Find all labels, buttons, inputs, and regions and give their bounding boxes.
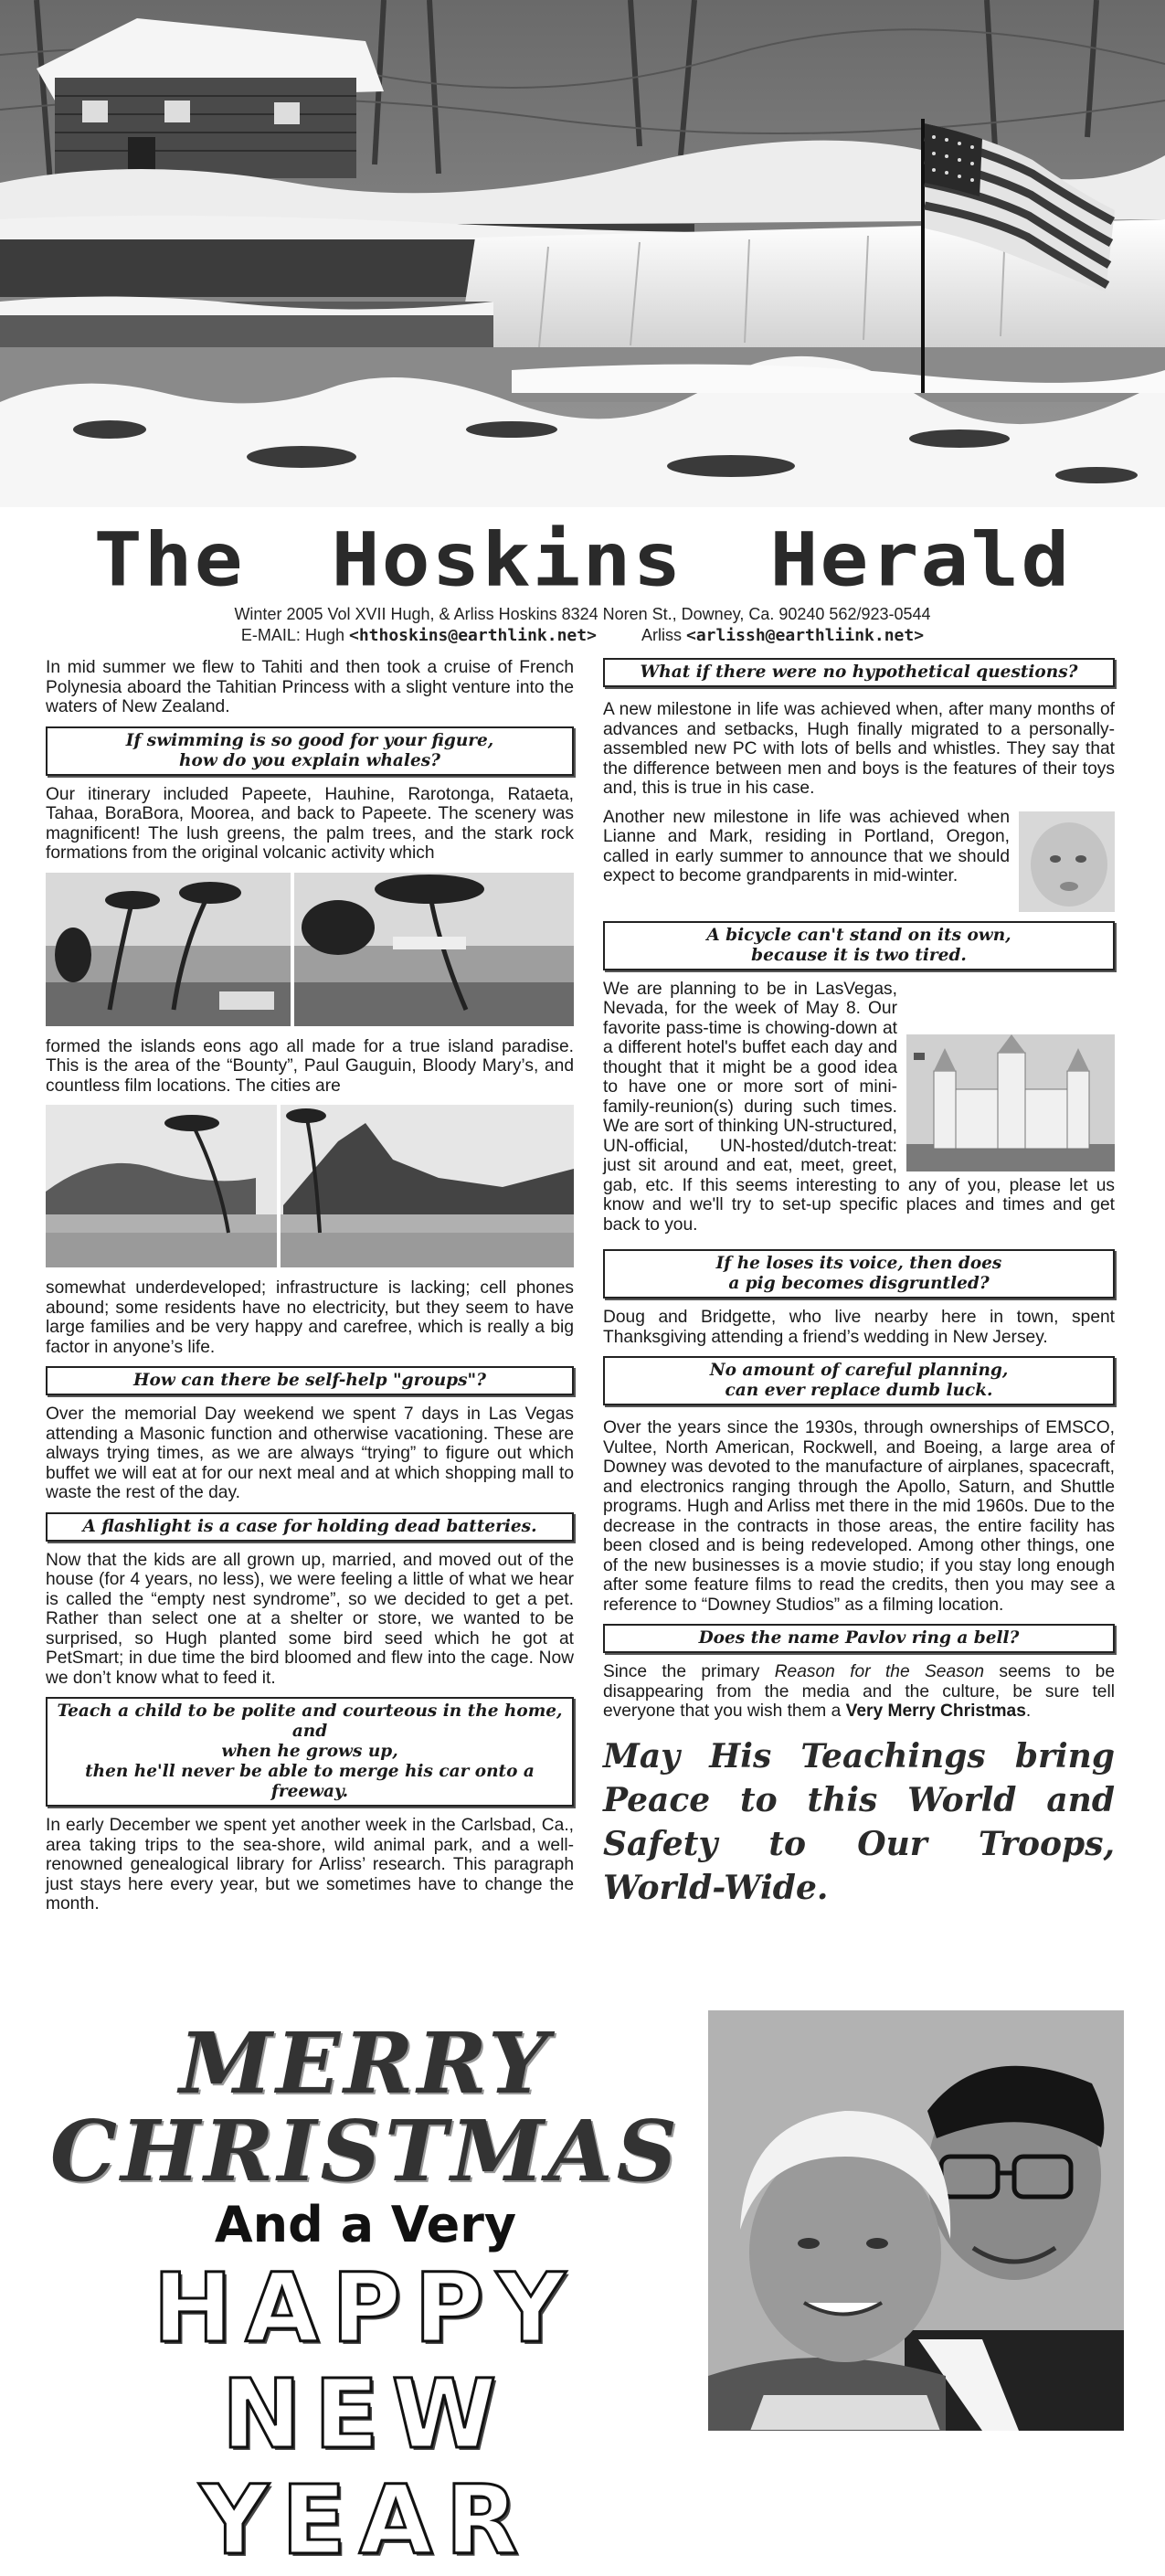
greeting-and-a-very: And a Very xyxy=(214,2196,517,2253)
quote-box-planning xyxy=(603,1356,1115,1405)
left-column xyxy=(46,658,574,1924)
email-label: E-MAIL: xyxy=(240,626,301,644)
quote-line: a pig becomes disgruntled? xyxy=(728,1274,990,1293)
infrastructure-paragraph: somewhat underdeveloped; infrastructure is lacking; cell phones abound; some residents have no electricity, but they seem to have large families and be very happy and carefree, which is really a big factor in anyone’s life. xyxy=(46,1278,574,1357)
castle-image xyxy=(906,1034,1115,1171)
quote-box-child xyxy=(46,1697,574,1807)
quote-box-hypothetical: What if there were no hypothetical questions? xyxy=(603,658,1115,687)
quote-line: If swimming is so good for your figure, xyxy=(125,730,494,750)
merry-christmas-bold: Very Merry Christmas xyxy=(845,1701,1026,1721)
quote-box-bicycle xyxy=(603,921,1115,970)
arliss-email-link[interactable]: <arlissh@earthliink.net> xyxy=(685,626,925,645)
quote-line: If he loses its voice, then does xyxy=(715,1254,1002,1273)
couple-portrait-image xyxy=(708,2010,1124,2431)
holiday-greeting xyxy=(37,2010,694,2576)
castle-photo xyxy=(906,1034,1115,1171)
arliss-label: Arliss xyxy=(641,626,682,644)
quote-box-pavlov: Does the name Pavlov ring a bell? xyxy=(603,1624,1115,1653)
greeting-happy-new-year: HAPPY NEW YEAR xyxy=(153,2253,578,2576)
hugh-and-arliss-photo xyxy=(708,2010,1124,2431)
paradise-paragraph: formed the islands eons ago all made for a true island paradise. This is the area of the “Bounty”, Paul Gauguin, Bloody Mary’s, and countless film locations. The cities are xyxy=(46,1036,574,1096)
quote-line: Teach a child to be polite and courteous in the home, and xyxy=(57,1701,563,1741)
tahiti-mountain-photo xyxy=(46,1105,574,1267)
tahiti-beach-photo xyxy=(46,873,574,1026)
quote-line: can ever replace dumb luck. xyxy=(725,1381,993,1400)
quote-line: No amount of careful planning, xyxy=(709,1361,1009,1380)
greeting-merry: MERRY xyxy=(179,2014,552,2113)
winter-scene-image xyxy=(0,0,1165,507)
las-vegas-paragraph: Over the memorial Day weekend we spent 7 days in Las Vegas attending a Masonic function and otherwise vacationing. These are always trying times, as we are always “trying” to figure out which buffet we will eat at for our next meal and at which shopping mall to waste the rest of the day. xyxy=(46,1405,574,1502)
quote-line: then he'll never be able to merge his car onto a freeway. xyxy=(85,1762,535,1801)
right-column xyxy=(603,658,1115,1910)
quote-box-whales xyxy=(46,726,574,776)
tahiti-beach-image xyxy=(46,873,574,1026)
quote-box-self-help: How can there be self-help "groups"? xyxy=(46,1366,574,1395)
downey-history-paragraph: Over the years since the 1930s, through ownerships of EMSCO, Vultee, North American, Rockwell, and Boeing, a large area of Downey was devoted to the manufacture of airplanes, spacecraft, and electronics ranging through the Apollo, Saturn, and Shuttle programs. Hugh and Arliss met there in the mid 1960s. Due to the decrease in the contracts in those areas, the entire facility has been closed and is being redeveloped. Among other things, one of the new businesses is a movie studio; if you stay long enough after some feature films to read the credits, then you may see a reference to “Downey Studios” as a filming location. xyxy=(603,1418,1115,1615)
quote-box-flashlight: A flashlight is a case for holding dead batteries. xyxy=(46,1512,574,1542)
reason-emphasis: Reason for the Season xyxy=(774,1662,985,1681)
carlsbad-paragraph: In early December we spent yet another week in the Carlsbad, Ca., area taking trips to the sea-shore, wild animal park, and a well-renowned genealogical library for Arliss’ research. This paragraph just stays here every year, but we sometimes have to change the month. xyxy=(46,1816,574,1913)
new-pc-paragraph: A new milestone in life was achieved when, after many months of advances and setbacks, Hugh finally migrated to a personally-assembled new PC with lots of bells and whistles. They say that the difference between men and boys is the features of their toys and, this is true in his case. xyxy=(603,700,1115,798)
baby-photo xyxy=(1019,811,1115,912)
hugh-label: Hugh xyxy=(304,626,344,644)
baby-image xyxy=(1019,811,1115,912)
quote-line: A bicycle can't stand on its own, xyxy=(706,925,1011,945)
hugh-email-link[interactable]: <hthoskins@earthlink.net> xyxy=(349,626,597,645)
masthead-info-line: Winter 2005 Vol XVII Hugh, & Arliss Hoskins 8324 Noren St., Downey, Ca. 90240 562/923-0544 xyxy=(234,605,931,623)
greeting-christmas: CHRISTMAS xyxy=(49,2102,682,2200)
tahiti-mountain-image xyxy=(46,1105,574,1267)
blessing-text: May His Teachings bring Peace to this World and Safety to Our Troops, World-Wide. xyxy=(603,1736,1115,1907)
masthead-email-line xyxy=(0,624,1165,647)
itinerary-paragraph: Our itinerary included Papeete, Hauhine, Rarotonga, Rataeta, Tahaa, BoraBora, Moorea, and back to Papeete. The scenery was magnificent! The lush greens, the palm trees, and the stark rock formations from the original volcanic activity which xyxy=(46,784,574,863)
thanksgiving-paragraph: Doug and Bridgette, who live nearby here in town, spent Thanksgiving attending a friend’s wedding in New Jersey. xyxy=(603,1308,1115,1347)
quote-line: because it is two tired. xyxy=(751,945,967,965)
newsletter-title: The Hoskins Herald xyxy=(93,516,1072,603)
quote-line: how do you explain whales? xyxy=(179,750,440,770)
season-paragraph: Since the primary Reason for the Season seems to be disappearing from the media and the culture, be sure tell everyone that you wish them a Very Merry Christmas. xyxy=(603,1662,1115,1721)
empty-nest-paragraph: Now that the kids are all grown up, married, and moved out of the house (for 4 years, no less), we were feeling a little of what we hear is called the “empty nest syndrome”, so we decided to get a pet. Rather than select one at a shelter or store, we wanted to be surprised, so Hugh planted some bird seed which he got at PetSmart; in due time the bird bloomed and flew into the cage. Now we don’t know what to feed it. xyxy=(46,1550,574,1688)
quote-line: when he grows up, xyxy=(221,1742,398,1761)
quote-box-pig xyxy=(603,1249,1115,1299)
reunion-paragraph: We are planning to be in LasVegas, Nevada, for the week of May 8. Our favorite pass-time is chowing-down at a different hotel's buffet each day and thought that it might be a good idea to have one or more sort of mini-family-reunion(s) during such times. We are sort of thinking UN-structured, UN-official, UN-hosted/dutch-treat: just sit around and eat, meet, greet, gab, etc. If this seems interesting to any of you, please let us know and we'll try to set-up specific places and times and get back to you. xyxy=(603,979,1115,1235)
masthead xyxy=(0,516,1165,653)
grandparents-paragraph: Another new milestone in life was achieved when Lianne and Mark, residing in Portland, Oregon, called in early summer to announce that we should expect to become grandparents in mid-winter. xyxy=(603,807,1010,885)
tahiti-intro-paragraph: In mid summer we flew to Tahiti and then took a cruise of French Polynesia aboard the Tahitian Princess with a slight venture into the waters of New Zealand. xyxy=(46,658,574,716)
header-winter-photo xyxy=(0,0,1165,507)
